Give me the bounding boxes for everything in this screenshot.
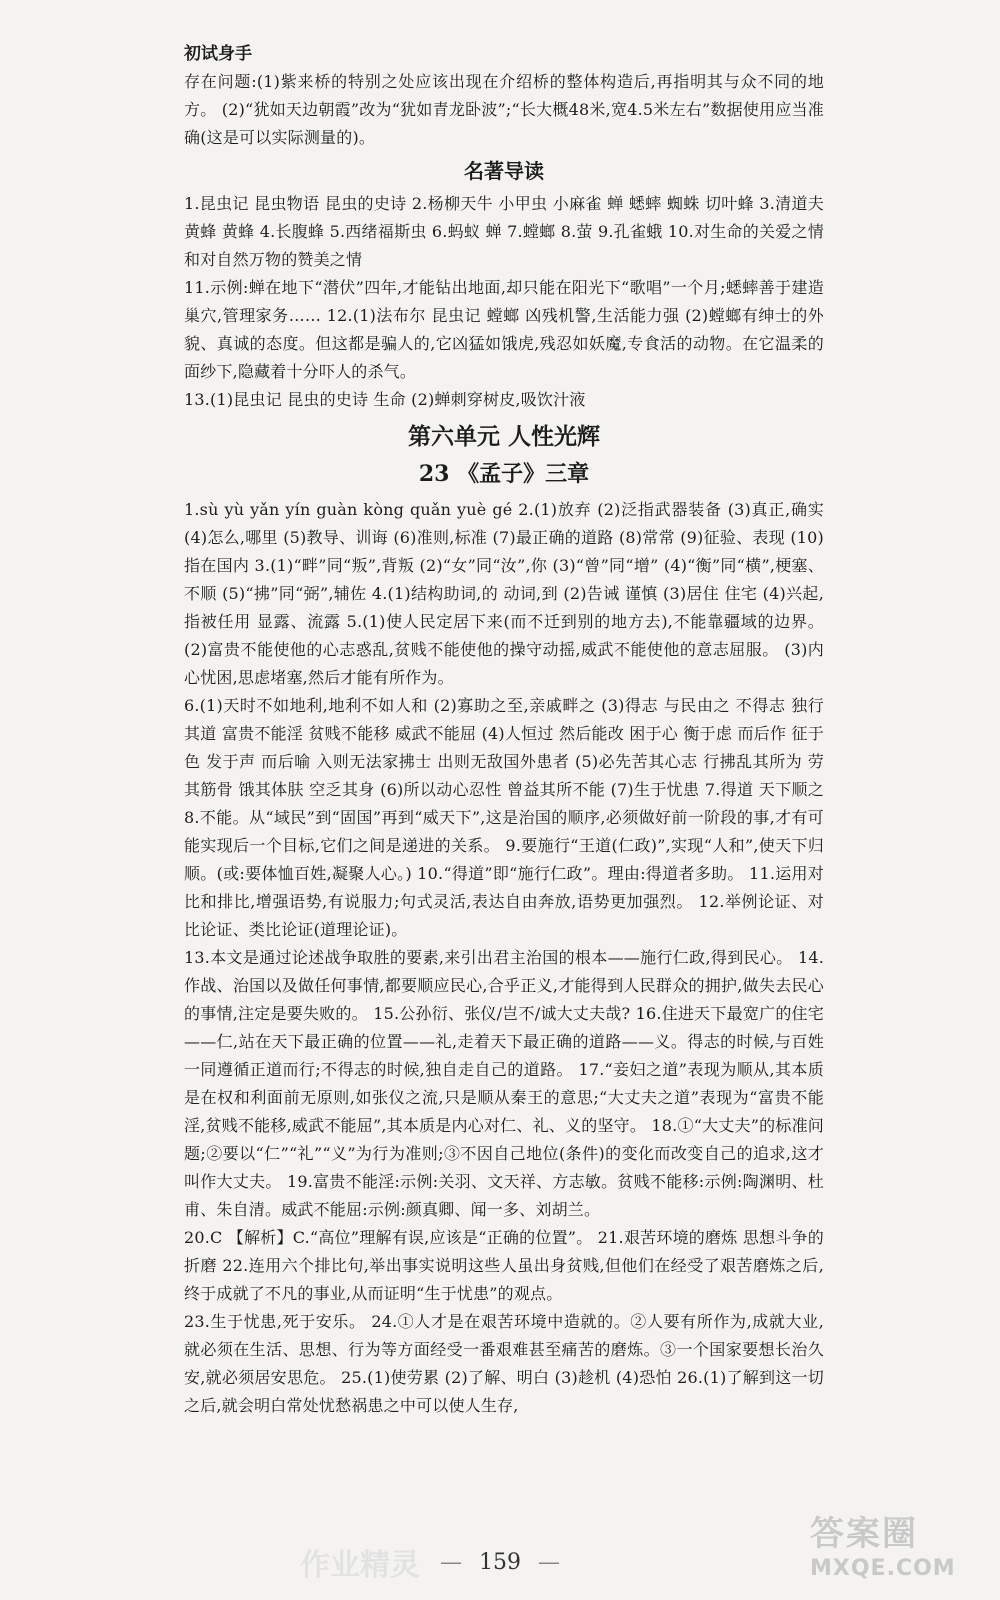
watermark-logo-text: 答案圈	[810, 1514, 918, 1554]
classics-paragraph: 1.昆虫记 昆虫物语 昆虫的史诗 2.杨柳天牛 小甲虫 小麻雀 蝉 蟋蟀 蜘蛛 切叶蜂 3.清道夫 黄蜂 黄蜂 4.长腹蜂 5.西绪福斯虫 6.蚂蚁 蝉 7.螳螂 8.萤 9.孔雀蛾 10.对生命的关爱之情和对自然万物的赞美之情	[184, 194, 824, 269]
lesson-paragraph: 6.(1)天时不如地利,地利不如人和 (2)寡助之至,亲戚畔之 (3)得志 与民由之 不得志 独行其道 富贵不能淫 贫贱不能移 威武不能屈 (4)人恒过 然后能改 困于心 衡于虑 而后作 征于色 发于声 而后喻 入则无法家拂士 出则无敌国外患者 (5)必先苦其心志 行拂乱其所为 劳其筋骨 饿其体肤 空乏其身 (6)所以动心忍性 曾益其所不能 (7)生于忧患 7.得道 天下顺之 8.不能。从“域民”到“固国”再到“威天下”,这是治国的顺序,必须做好前一阶段的事,才有可能实现后一个目标,它们之间是递进的关系。 9.要施行“王道(仁政)”,实现“人和”,使天下归顺。(或:要体恤百姓,凝聚人心。) 10.“得道”即“施行仁政”。理由:得道者多助。 11.运用对比和排比,增强语势,有说服力;句式灵活,表达自由奔放,语势更加强烈。 12.举例论证、对比论证、类比论证(道理论证)。	[184, 696, 824, 939]
footer-dash-right: —	[538, 1550, 560, 1575]
classics-paragraph: 11.示例:蝉在地下“潜伏”四年,才能钻出地面,却只能在阳光下“歌唱”一个月;蟋蟀善于建造巢穴,管理家务…… 12.(1)法布尔 昆虫记 螳螂 凶残机警,生活能力强 (2)螳螂有绅士的外貌、真诚的态度。但这都是骗人的,它凶猛如饿虎,残忍如妖魔,专食活的动物。在它温柔的面纱下,隐藏着十分吓人的杀气。	[184, 278, 824, 381]
classics-heading: 名著导读	[464, 159, 544, 183]
lesson-paragraph: 23.生于忧患,死于安乐。 24.①人才是在艰苦环境中造就的。②人要有所作为,成就大业,就必须在生活、思想、行为等方面经受一番艰难甚至痛苦的磨炼。③一个国家要想长治久安,就必须居安思危。 25.(1)使劳累 (2)了解、明白 (3)趁机 (4)恐怕 26.(1)了解到这一切之后,就会明白常处忧愁祸患之中可以使人生存,	[184, 1312, 824, 1415]
classics-paragraph: 13.(1)昆虫记 昆虫的史诗 生命 (2)蝉刺穿树皮,吸饮汁液	[184, 390, 586, 409]
lesson-paragraph: 13.本文是通过论述战争取胜的要素,来引出君主治国的根本——施行仁政,得到民心。 14.作战、治国以及做任何事情,都要顺应民心,合乎正义,才能得到人民群众的拥护,做失去民心的事情,注定是要失败的。 15.公孙衍、张仪/岂不/诚大丈夫哉? 16.住进天下最宽广的住宅——仁,站在天下最正确的位置——礼,走着天下最正确的道路——义。得志的时候,与百姓一同遵循正道而行;不得志的时候,独自走自己的道路。 17.“妾妇之道”表现为顺从,其本质是在权和利面前无原则,如张仪之流,只是顺从秦王的意思;“大丈夫之道”表现为“富贵不能淫,贫贱不能移,威武不能屈”,其本质是内心对仁、礼、义的坚守。 18.①“大丈夫”的标准问题;②要以“仁”“礼”“义”为行为准则;③不因自己地位(条件)的变化而改变自己的追求,这才叫作大丈夫。 19.富贵不能淫:示例:关羽、文天祥、方志敏。贫贱不能移:示例:陶渊明、杜甫、朱自清。威武不能屈:示例:颜真卿、闻一多、刘胡兰。	[184, 948, 824, 1219]
footer-dash-left: —	[440, 1550, 462, 1575]
unit-heading: 第六单元 人性光辉	[407, 423, 600, 450]
watermark-url: MXQE.COM	[810, 1556, 956, 1581]
trial-heading: 初试身手	[184, 44, 252, 64]
lesson-paragraph: 20.C 【解析】C.“高位”理解有误,应该是“正确的位置”。 21.艰苦环境的磨炼 思想斗争的折磨 22.连用六个排比句,举出事实说明这些人虽出身贫贱,但他们在经受了艰苦磨炼之后,终于成就了不凡的事业,从而证明“生于忧患”的观点。	[184, 1228, 824, 1303]
lesson-heading: 23 《孟子》三章	[418, 461, 590, 487]
faint-stamp-text: 作业精灵	[300, 1548, 420, 1583]
site-watermark	[810, 1512, 990, 1592]
trial-text: 存在问题:(1)紫来桥的特别之处应该出现在介绍桥的整体构造后,再指明其与众不同的地方。 (2)“犹如天边朝霞”改为“犹如青龙卧波”;“长大概48米,宽4.5米左右”数据使用应当准确(这是可以实际测量的)。	[184, 72, 824, 147]
answer-page	[184, 40, 824, 1420]
lesson-paragraph: 1.sù yù yǎn yín guàn kòng quǎn yuè gé 2.(1)放弃 (2)泛指武器装备 (3)真正,确实 (4)怎么,哪里 (5)教导、训诲 (6)准则,标准 (7)最正确的道路 (8)常常 (9)征验、表现 (10)指在国内 3.(1)“畔”同“叛”,背叛 (2)“女”同“汝”,你 (3)“曾”同“增” (4)“衡”同“横”,梗塞、不顺 (5)“拂”同“弼”,辅佐 4.(1)结构助词,的 动词,到 (2)告诫 谨慎 (3)居住 住宅 (4)兴起,指被任用 显露、流露 5.(1)使人民定居下来(而不迁到别的地方去),不能靠疆域的边界。 (2)富贵不能使他的心志惑乱,贫贱不能使他的操守动摇,威武不能使他的意志屈服。 (3)内心忧困,思虑堵塞,然后才能有所作为。	[184, 500, 824, 687]
page-number: 159	[479, 1550, 521, 1575]
